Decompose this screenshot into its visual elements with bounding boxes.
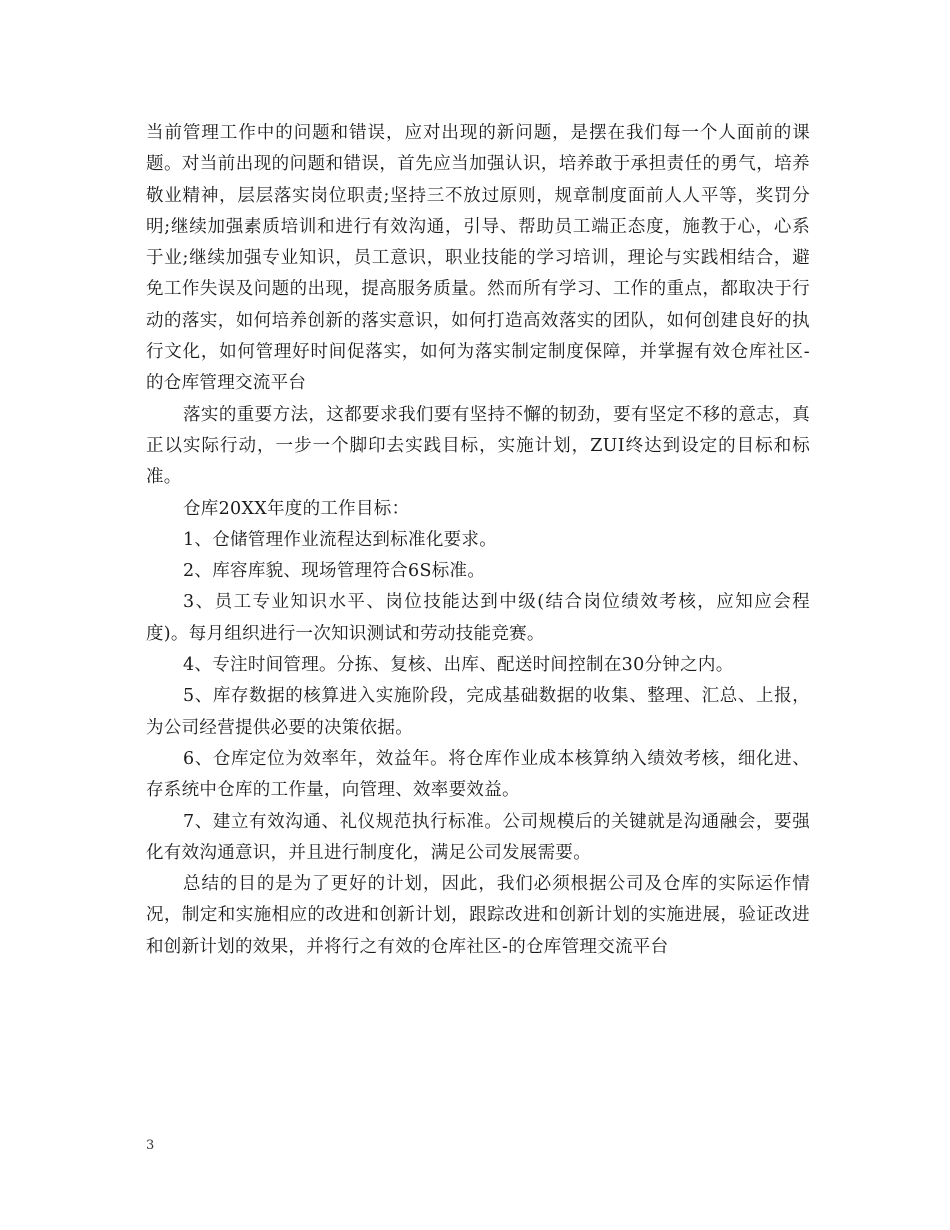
paragraph-management-issues: 当前管理工作中的问题和错误，应对出现的新问题，是摆在我们每一个人面前的课题。对当前出现的问题和错误，首先应当加强认识，培养敢于承担责任的勇气，培养敬业精神，层层落实岗位职责;坚持三不放过原则，规章制度面前人人平等，奖罚分明;继续加强素质培训和进行有效沟通，引导、帮助员工端正态度，施教于心，心系于业;继续加强专业知识，员工意识，职业技能的学习培训，理论与实践相结合，避免工作失误及问题的出现，提高服务质量。然而所有学习、工作的重点，都取决于行动的落实，如何培养创新的落实意识，如何打造高效落实的团队，如何创建良好的执行文化，如何管理好时间促落实，如何为落实制定制度保障，并掌握有效仓库社区-的仓库管理交流平台 (146, 123, 810, 394)
paragraph-goal-1: 1、仓储管理作业流程达到标准化要求。 (183, 529, 498, 550)
paragraph-goal-6: 6、仓库定位为效率年，效益年。将仓库作业成本核算纳入绩效考核，细化进、存系统中仓库的工作量，向管理、效率要效益。 (146, 748, 810, 801)
paragraph-goals-heading: 仓库20XX年度的工作目标： (183, 498, 410, 519)
paragraph-goal-2: 2、库容库貌、现场管理符合6S标准。 (183, 561, 486, 582)
paragraph-goal-5: 5、库存数据的核算进入实施阶段，完成基础数据的收集、整理、汇总、上报，为公司经营提供必要的决策依据。 (146, 686, 810, 738)
document-body (146, 118, 810, 963)
paragraph-summary: 总结的目的是为了更好的计划，因此，我们必须根据公司及仓库的实际运作情况，制定和实施相应的改进和创新计划，跟踪改进和创新计划的实施进展，验证改进和创新计划的效果，并将行之有效的仓库社区-的仓库管理交流平台 (146, 874, 810, 957)
paragraph-goal-7: 7、建立有效沟通、礼仪规范执行标准。公司规模后的关键就是沟通融会，要强化有效沟通意识，并且进行制度化，满足公司发展需要。 (146, 811, 810, 863)
page-number: 3 (146, 1138, 155, 1153)
paragraph-goal-3: 3、员工专业知识水平、岗位技能达到中级(结合岗位绩效考核，应知应会程度)。每月组织进行一次知识测试和劳动技能竞赛。 (146, 592, 810, 644)
paragraph-implementation-methods: 落实的重要方法，这都要求我们要有坚持不懈的韧劲，要有坚定不移的意志，真正以实际行动，一步一个脚印去实践目标，实施计划，ZUI终达到设定的目标和标准。 (146, 404, 810, 488)
paragraph-goal-4: 4、专注时间管理。分拣、复核、出库、配送时间控制在30分钟之内。 (183, 655, 734, 676)
